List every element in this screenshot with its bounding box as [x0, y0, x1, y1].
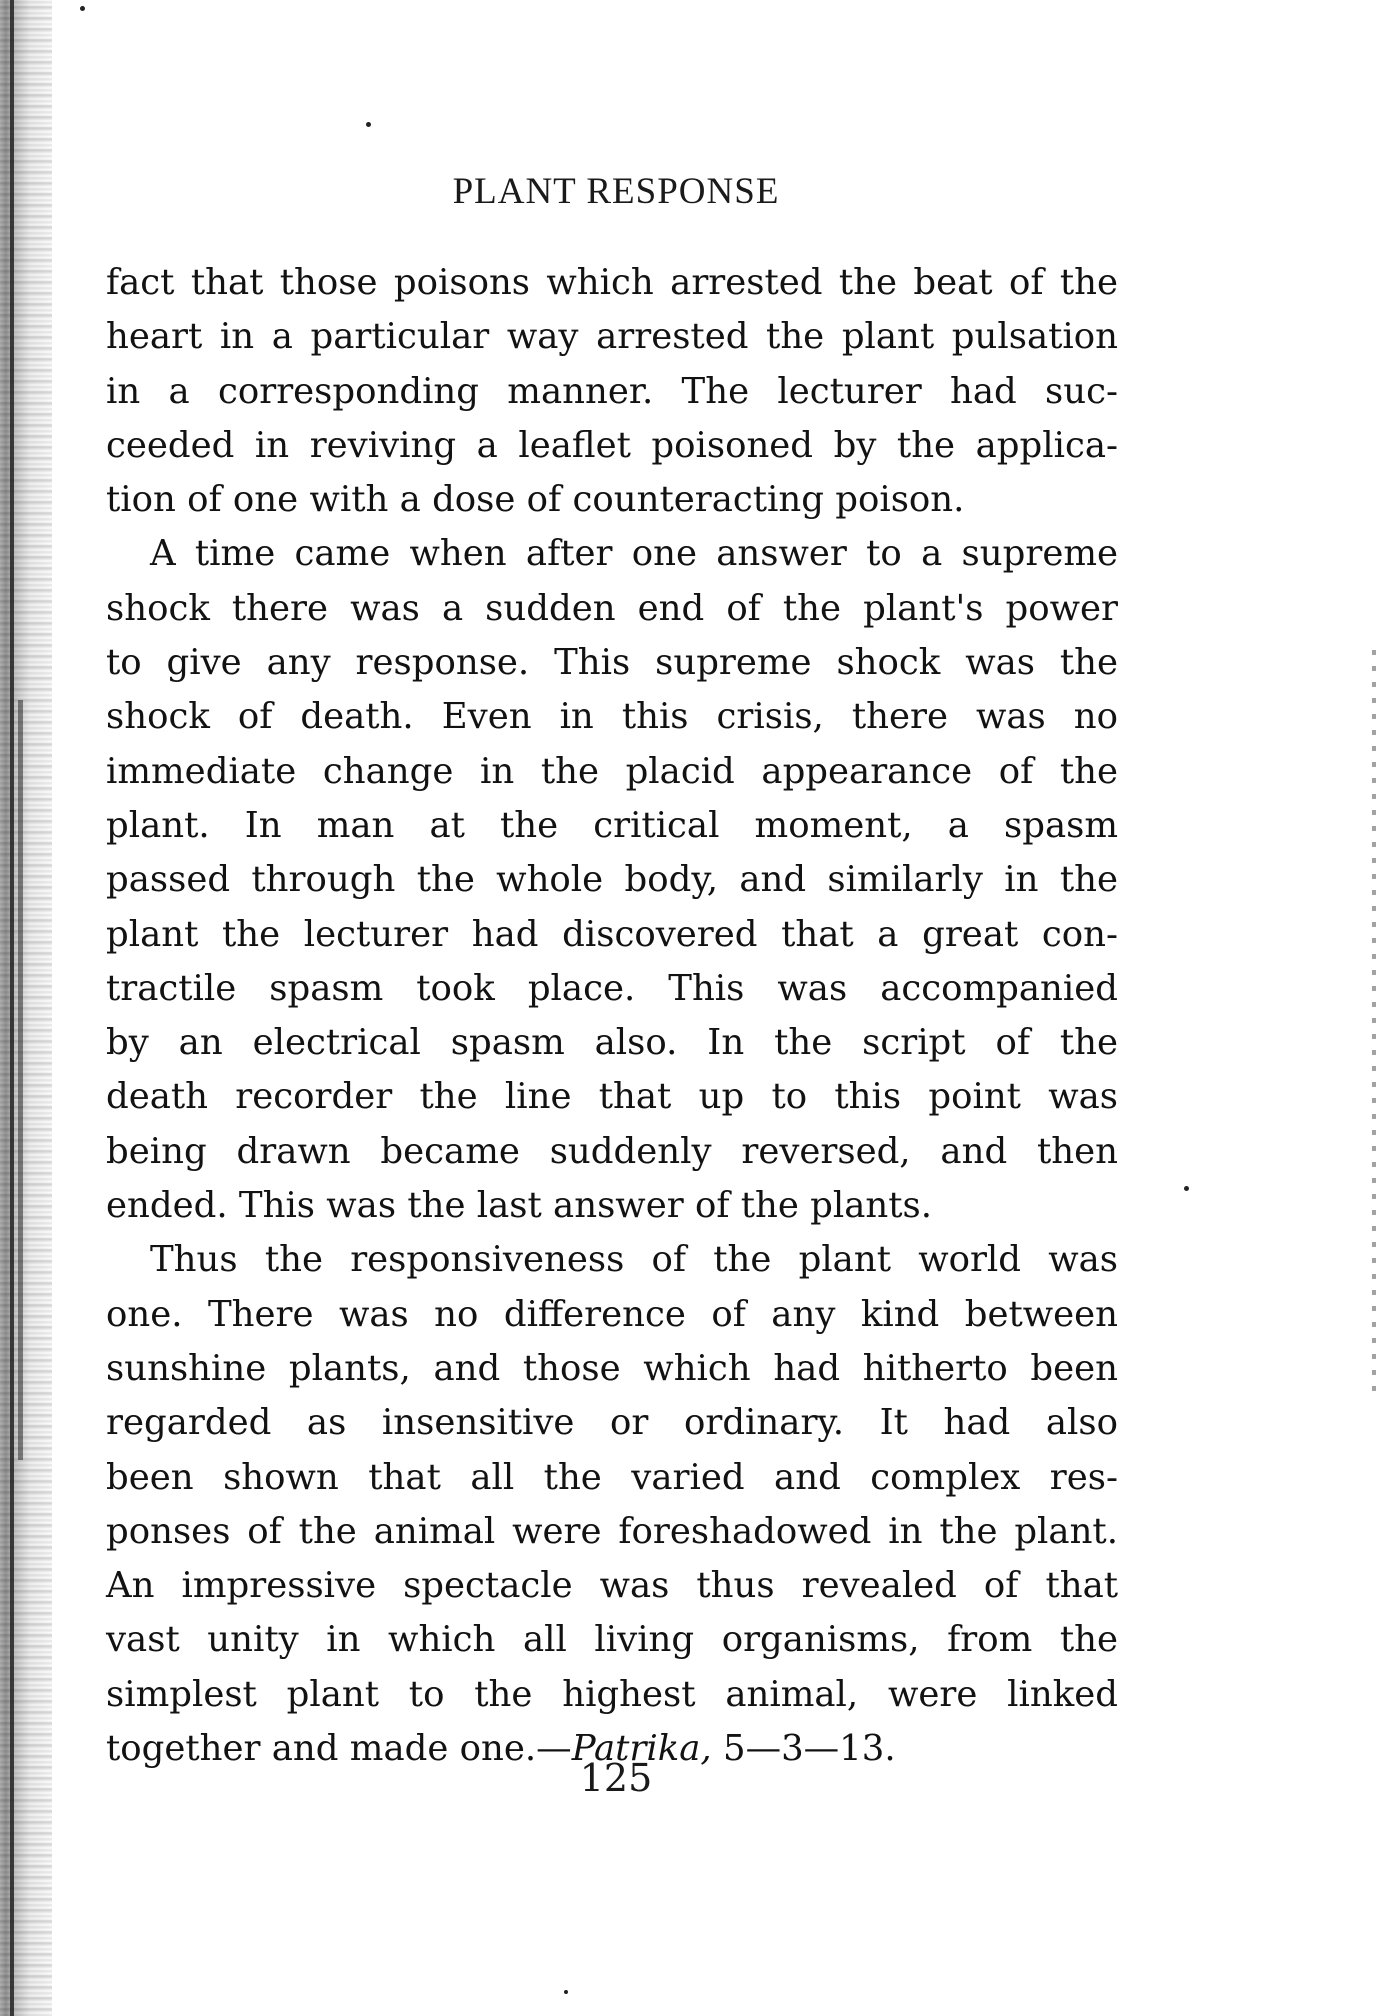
text-line: one. There was no difference of any kind between [106, 1293, 1118, 1335]
text-line: vast unity in which all living organisms, from the [106, 1619, 1118, 1661]
binding-edge-inner [18, 700, 23, 1460]
text-line: Thus the responsiveness of the plant world was [150, 1239, 1118, 1281]
text-line: shock of death. Even in this crisis, there was no [106, 696, 1118, 738]
running-head: PLANT RESPONSE [452, 171, 780, 212]
page-number: 125 [579, 1756, 653, 1800]
scan-speck [564, 1990, 568, 1994]
paragraph-3 [106, 1233, 1118, 1776]
text-line: plant. In man at the critical moment, a spasm [106, 804, 1118, 846]
text-line: ponses of the animal were foreshadowed in the plant. [106, 1510, 1118, 1552]
closing-text: together and made one.— [106, 1728, 572, 1770]
text-line: tion of one with a dose of counteracting poison. [106, 479, 965, 521]
text-line: to give any response. This supreme shock was the [106, 642, 1118, 684]
text-line: tractile spasm took place. This was accompanied [106, 967, 1118, 1009]
text-line: ended. This was the last answer of the plants. [106, 1185, 933, 1227]
text-line: An impressive spectacle was thus revealed of that [106, 1565, 1118, 1607]
text-line: ceeded in reviving a leaflet poisoned by the applica- [106, 424, 1118, 466]
paragraph-2 [106, 527, 1118, 1233]
text-line: heart in a particular way arrested the plant pulsation [106, 316, 1118, 358]
scan-speck [1184, 1186, 1189, 1191]
scan-speck [366, 122, 371, 127]
text-line: by an electrical spasm also. In the script of the [106, 1022, 1118, 1064]
text-line: in a corresponding manner. The lecturer had suc- [106, 370, 1118, 412]
text-line: death recorder the line that up to this point was [106, 1076, 1118, 1118]
text-line: passed through the whole body, and similarly in the [106, 859, 1118, 901]
binding-edge [10, 0, 14, 2016]
paragraph-1 [106, 256, 1118, 527]
citation-date: 5—3—13. [723, 1728, 896, 1770]
scan-speck [80, 6, 85, 11]
body-text [106, 256, 1118, 1776]
citation-source: Patrika, [571, 1728, 712, 1770]
text-line: being drawn became suddenly reversed, and then [106, 1130, 1118, 1172]
bleed-through-marks [1372, 650, 1376, 1400]
text-line: A time came when after one answer to a supreme [150, 533, 1118, 575]
text-line: sunshine plants, and those which had hitherto been [106, 1347, 1118, 1389]
text-line: been shown that all the varied and complex res- [106, 1456, 1118, 1498]
text-line: immediate change in the placid appearance of the [106, 750, 1118, 792]
text-line: regarded as insensitive or ordinary. It had also [106, 1402, 1118, 1444]
text-line: simplest plant to the highest animal, were linked [106, 1673, 1118, 1715]
binding-shadow [0, 0, 52, 2016]
text-line: plant the lecturer had discovered that a great con- [106, 913, 1118, 955]
text-line: shock there was a sudden end of the plant's power [106, 587, 1118, 629]
text-line: fact that those poisons which arrested the beat of the [106, 262, 1118, 303]
